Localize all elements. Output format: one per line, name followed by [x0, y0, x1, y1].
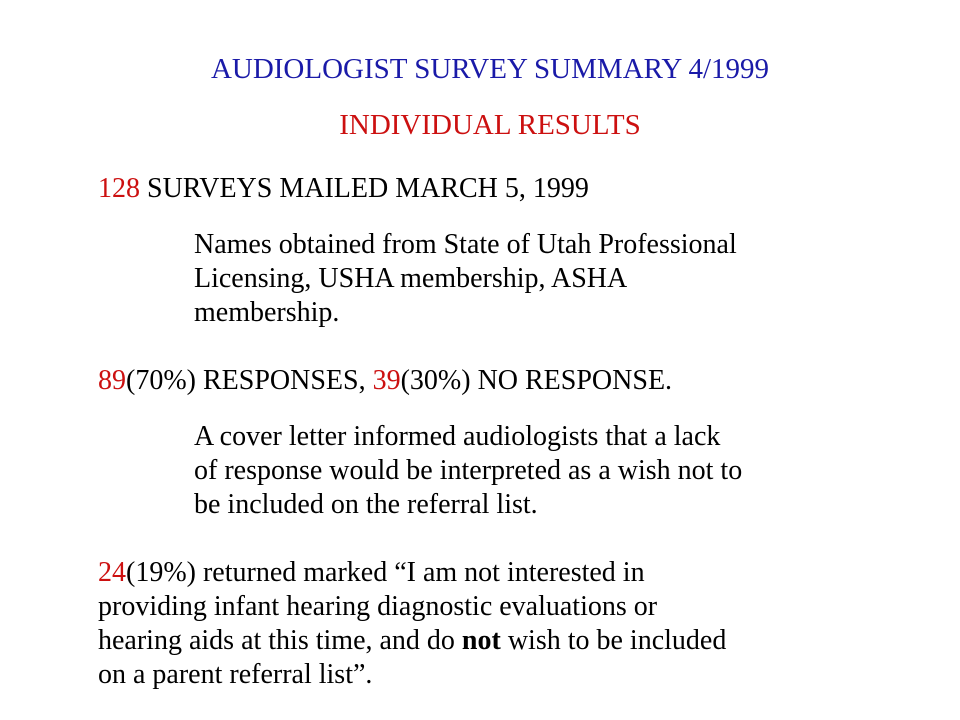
declined-line: on a parent referral list”. [98, 659, 373, 690]
declined-line [98, 624, 726, 658]
cover-letter-line: be included on the referral list. [194, 489, 538, 520]
no-response-count: 39 [372, 365, 401, 396]
cover-letter-line: of response would be interpreted as a wish not to [194, 455, 743, 486]
slide-subtitle: INDIVIDUAL RESULTS [339, 109, 641, 141]
cover-letter-line: A cover letter informed audiologists that a lack [194, 421, 721, 452]
names-source-line: Names obtained from State of Utah Professional [194, 229, 737, 260]
slide-title: AUDIOLOGIST SURVEY SUMMARY 4/1999 [210, 53, 770, 85]
cover-letter-note [194, 420, 742, 522]
surveys-mailed-text: SURVEYS MAILED MARCH 5, 1999 [140, 173, 589, 204]
surveys-mailed-count: 128 [98, 173, 140, 204]
names-source-line: Licensing, USHA membership, ASHA [194, 263, 628, 294]
no-response-text: (30%) NO RESPONSE. [400, 365, 673, 396]
surveys-mailed-line [98, 172, 589, 206]
names-source-line: membership. [194, 297, 340, 328]
declined-line-3-after: wish to be included [500, 625, 727, 656]
responses-count: 89 [98, 365, 126, 396]
emphasis-not: not [461, 625, 501, 656]
declined-line-1-text: (19%) returned marked “I am not interested in [126, 557, 645, 588]
names-source-note [194, 228, 737, 330]
declined-paragraph [98, 556, 726, 692]
declined-count: 24 [98, 557, 126, 588]
responses-line [98, 364, 672, 398]
responses-text: (70%) RESPONSES, [126, 365, 373, 396]
declined-line-3-before: hearing aids at this time, and do [98, 625, 462, 656]
declined-line: providing infant hearing diagnostic evaluations or [98, 591, 658, 622]
declined-line [98, 556, 726, 590]
